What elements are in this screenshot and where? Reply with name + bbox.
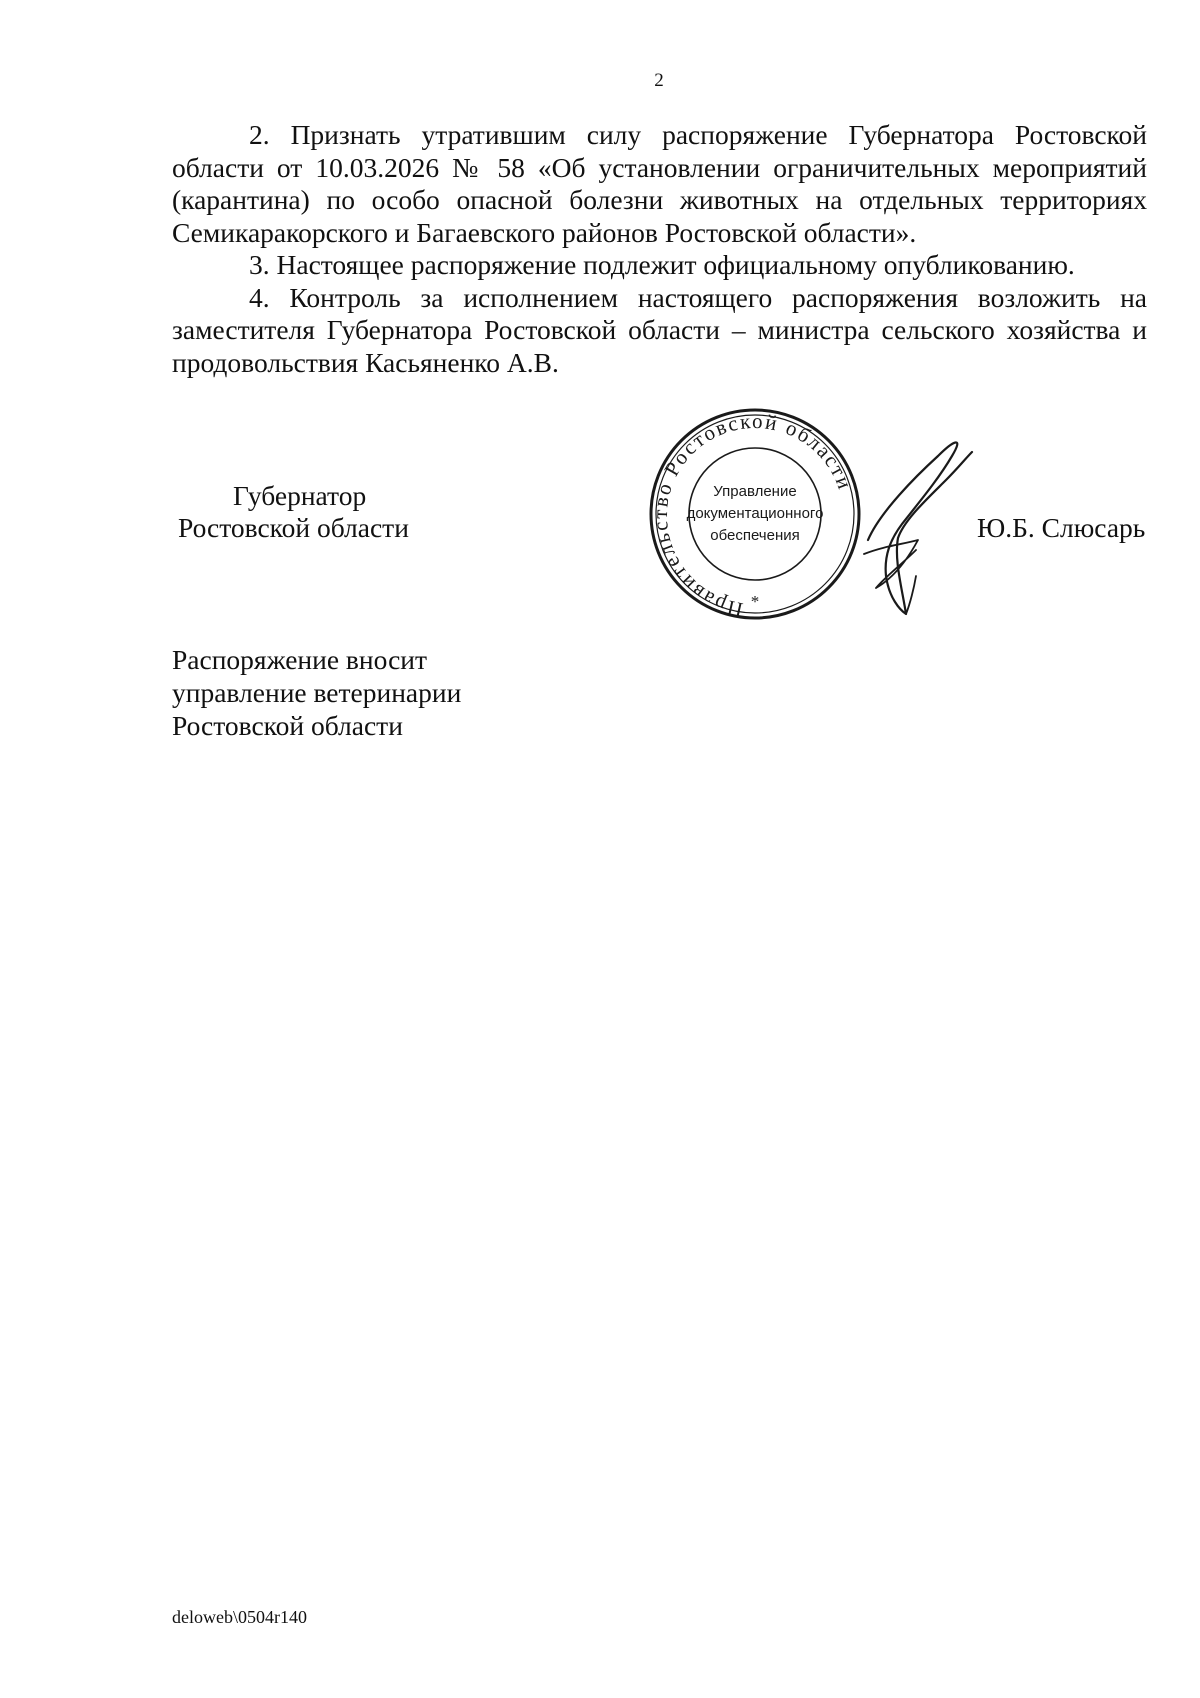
document-footer-code: deloweb\0504r140 — [172, 1607, 307, 1627]
signer-position-line2: Ростовской области — [178, 512, 409, 543]
stamp-inner-line2: документационного — [686, 505, 824, 522]
submitter-note — [172, 643, 461, 742]
official-seal-stamp — [647, 404, 863, 624]
handwritten-signature — [846, 428, 978, 624]
paragraph-item-3: 3. Настоящее распоряжение подлежит официальному опубликованию. — [249, 249, 1075, 280]
submitter-line1: Распоряжение вносит — [172, 644, 428, 675]
stamp-inner-line1: Управление — [713, 483, 797, 500]
stamp-outer-text: Правительство Ростовской области — [647, 408, 858, 623]
paragraph-item-2: 2. Признать утратившим силу распоряжение Губернатора Ростовской области от 10.03.2026 № 58 «Об установлении ограничительных мероприятий (карантина) по особо опасной болезни животных на отдельных территориях Семикаракорского и Багаевского районов Ростовской области». — [172, 119, 1147, 248]
signer-name: Ю.Б. Слюсарь — [977, 512, 1146, 543]
document-body — [172, 119, 1147, 379]
paragraph-item-4: 4. Контроль за исполнением настоящего распоряжения возложить на заместителя Губернатора Ростовской области – министра сельского хозяйства и продовольствия Касьяненко А.В. — [172, 281, 1147, 378]
signer-position-line1: Губернатор — [233, 480, 367, 511]
stamp-inner-line3: обеспечения — [710, 527, 800, 544]
stamp-star: * — [750, 592, 760, 611]
page-number: 2 — [654, 70, 664, 91]
submitter-line3: Ростовской области — [172, 710, 403, 741]
submitter-line2: управление ветеринарии — [172, 677, 462, 708]
